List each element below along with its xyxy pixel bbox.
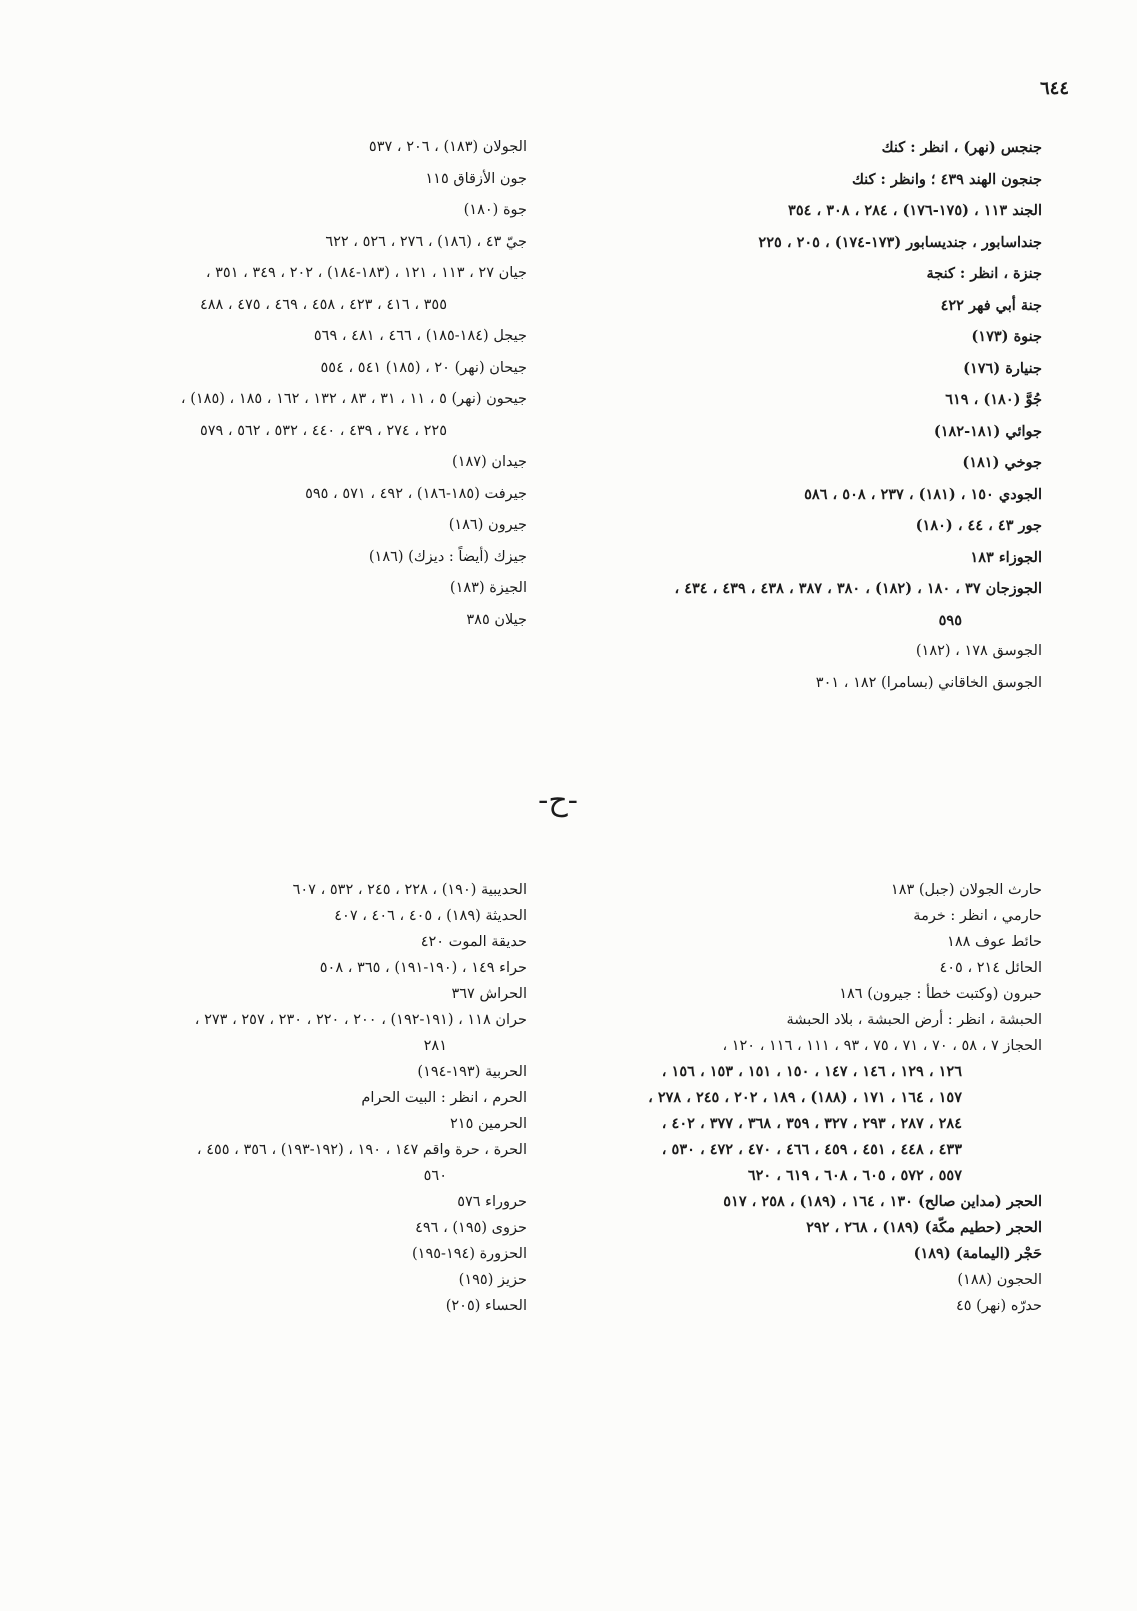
page-number: ٦٤٤ <box>1040 78 1070 99</box>
index-entry: الحراش ٣٦٧ <box>451 986 527 1002</box>
index-column-top-left <box>47 132 527 636</box>
index-entry: جوخي (١٨١) <box>962 454 1042 471</box>
index-entry: جُوَّ (١٨٠) ، ٦١٩ <box>945 391 1042 408</box>
index-entry: الحجر (مداين صالح) ١٣٠ ، ١٦٤ ، (١٨٩) ، ٢٥٨ ، ٥١٧ <box>723 1193 1042 1210</box>
index-entry-continuation: ٢٨٤ ، ٢٨٧ ، ٢٩٣ ، ٣٢٧ ، ٣٥٩ ، ٣٦٨ ، ٣٧٧ ، ٤٠٢ ، <box>661 1115 962 1132</box>
index-entry-continuation: ٢٨١ <box>423 1038 447 1054</box>
index-entry-continuation: ٤٣٣ ، ٤٤٨ ، ٤٥١ ، ٤٥٩ ، ٤٦٦ ، ٤٧٠ ، ٤٧٢ ، ٥٣٠ ، <box>661 1141 962 1158</box>
index-entry: جور ٤٣ ، ٤٤ ، (١٨٠) <box>915 517 1042 534</box>
index-entry: الجولان (١٨٣) ، ٢٠٦ ، ٥٣٧ <box>368 139 527 155</box>
index-entry: جيحان (نهر) ٢٠ ، (١٨٥) ٥٤١ ، ٥٥٤ <box>320 359 527 376</box>
index-entry: الحجون (١٨٨) <box>957 1272 1042 1288</box>
index-entry: جيرفت (١٨٥-١٨٦) ، ٤٩٢ ، ٥٧١ ، ٥٩٥ <box>305 485 527 502</box>
index-entry: جنجون الهند ٤٣٩ ؛ وانظر : كنك <box>851 170 1042 188</box>
index-entry: جيجل (١٨٤-١٨٥) ، ٤٦٦ ، ٤٨١ ، ٥٦٩ <box>313 328 527 344</box>
index-entry: جوة (١٨٠) <box>463 202 527 218</box>
index-entry: الحبشة ، انظر : أرض الحبشة ، بلاد الحبشة <box>786 1012 1042 1028</box>
index-entry: جنة أبي فهر ٤٢٢ <box>940 296 1042 314</box>
index-entry: جوائي (١٨١-١٨٢) <box>933 422 1042 440</box>
index-entry-continuation: ٢٢٥ ، ٢٧٤ ، ٤٣٩ ، ٤٤٠ ، ٥٣٢ ، ٥٦٢ ، ٥٧٩ <box>199 422 447 439</box>
index-entry-continuation: ٣٥٥ ، ٤١٦ ، ٤٢٣ ، ٤٥٨ ، ٤٦٩ ، ٤٧٥ ، ٤٨٨ <box>199 296 447 313</box>
index-entry: الحرمين ٢١٥ <box>450 1116 527 1132</box>
index-column-bottom-right <box>572 877 1042 1319</box>
index-entry: حارمي ، انظر : خرمة <box>913 908 1042 924</box>
index-entry: جنجس (نهر) ، انظر : كنك <box>881 139 1042 156</box>
index-entry: حروراء ٥٧٦ <box>457 1194 527 1210</box>
index-entry: الجند ١١٣ ، (١٧٥-١٧٦) ، ٢٨٤ ، ٣٠٨ ، ٣٥٤ <box>788 202 1042 219</box>
index-entry: جون الأزقاق ١١٥ <box>425 170 527 187</box>
index-entry: الحديبية (١٩٠) ، ٢٢٨ ، ٢٤٥ ، ٥٣٢ ، ٦٠٧ <box>292 882 527 898</box>
index-entry: جنزة ، انظر : كنجة <box>926 265 1042 282</box>
index-entry: حراء ١٤٩ ، (١٩٠-١٩١) ، ٣٦٥ ، ٥٠٨ <box>319 960 527 976</box>
index-entry: حدرّه (نهر) ٤٥ <box>955 1298 1042 1314</box>
index-entry: الحرة ، حرة واقم ١٤٧ ، ١٩٠ ، (١٩٢-١٩٣) ، ٣٥٦ ، ٤٥٥ ، <box>196 1142 527 1158</box>
index-entry: حَجْر (اليمامة) (١٨٩) <box>913 1245 1042 1262</box>
index-entry: حائط عوف ١٨٨ <box>947 934 1042 950</box>
index-entry: حزوى (١٩٥) ، ٤٩٦ <box>415 1220 527 1236</box>
index-entry-continuation: ٥٦٠ <box>423 1168 447 1184</box>
index-entry: حزيز (١٩٥) <box>458 1272 527 1288</box>
index-entry: الجوزجان ٣٧ ، ١٨٠ ، (١٨٢) ، ٣٨٠ ، ٣٨٧ ، ٤٣٨ ، ٤٣٩ ، ٤٣٤ ، <box>674 580 1042 597</box>
index-entry: الحديثة (١٨٩) ، ٤٠٥ ، ٤٠٦ ، ٤٠٧ <box>334 908 527 924</box>
index-entry: جيان ٢٧ ، ١١٣ ، ١٢١ ، (١٨٣-١٨٤) ، ٢٠٢ ، ٣٤٩ ، ٣٥١ ، <box>205 265 527 281</box>
index-entry: جنداسابور ، جنديسابور (١٧٣-١٧٤) ، ٢٠٥ ، ٢٢٥ <box>758 233 1042 251</box>
index-entry: جيدان (١٨٧) <box>452 454 527 470</box>
index-entry: الحجاز ٧ ، ٥٨ ، ٧٠ ، ٧١ ، ٧٥ ، ٩٣ ، ١١١ ، ١١٦ ، ١٢٠ ، <box>722 1038 1042 1054</box>
index-column-bottom-left <box>47 877 527 1319</box>
index-entry: جيلان ٣٨٥ <box>466 611 527 628</box>
index-entry: الحرم ، انظر : البيت الحرام <box>361 1090 527 1106</box>
index-entry: حديقة الموت ٤٢٠ <box>420 934 527 950</box>
index-entry: الحربية (١٩٣-١٩٤) <box>417 1064 527 1080</box>
index-entry: حبرون (وكتبت خطأ : جيرون) ١٨٦ <box>839 986 1042 1002</box>
index-entry: جيحون (نهر) ٥ ، ١١ ، ٣١ ، ٨٣ ، ١٣٢ ، ١٦٢ ، ١٨٥ ، (١٨٥) ، <box>180 391 527 407</box>
index-entry: الجوزاء ١٨٣ <box>970 548 1042 566</box>
index-entry-continuation: ٥٥٧ ، ٥٧٢ ، ٦٠٥ ، ٦٠٨ ، ٦١٩ ، ٦٢٠ <box>747 1167 962 1184</box>
index-entry-continuation: ١٥٧ ، ١٦٤ ، ١٧١ ، (١٨٨) ، ١٨٩ ، ٢٠٢ ، ٢٤٥ ، ٢٧٨ ، <box>648 1089 962 1106</box>
index-entry: الحزورة (١٩٤-١٩٥) <box>411 1246 527 1262</box>
index-column-top-right <box>572 132 1042 699</box>
index-entry: جيزك (أيضاً : ديزك) (١٨٦) <box>368 548 527 565</box>
index-entry-continuation: ١٢٦ ، ١٢٩ ، ١٤٦ ، ١٤٧ ، ١٥٠ ، ١٥١ ، ١٥٣ ، ١٥٦ ، <box>661 1063 962 1080</box>
index-entry: الحجر (حطيم مكّة) (١٨٩) ، ٢٦٨ ، ٢٩٢ <box>806 1219 1042 1236</box>
index-entry: جنوة (١٧٣) <box>971 328 1042 345</box>
section-heading-letter: -ح- <box>538 783 578 818</box>
index-entry: الجودي ١٥٠ ، (١٨١) ، ٢٣٧ ، ٥٠٨ ، ٥٨٦ <box>804 485 1042 503</box>
index-entry: الجوسق ١٧٨ ، (١٨٢) <box>915 643 1042 659</box>
index-entry: الجيزة (١٨٣) <box>449 580 527 596</box>
index-entry: حران ١١٨ ، (١٩١-١٩٢) ، ٢٠٠ ، ٢٢٠ ، ٢٣٠ ، ٢٥٧ ، ٢٧٣ ، <box>194 1012 527 1028</box>
index-entry: جنيارة (١٧٦) <box>963 359 1042 377</box>
index-entry: حارث الجولان (جبل) ١٨٣ <box>890 882 1042 898</box>
index-entry: الحساء (٢٠٥) <box>445 1298 527 1314</box>
index-entry: جيّ ٤٣ ، (١٨٦) ، ٢٧٦ ، ٥٢٦ ، ٦٢٢ <box>325 233 527 250</box>
index-entry-continuation: ٥٩٥ <box>938 611 962 629</box>
index-entry: جيرون (١٨٦) <box>448 517 527 533</box>
index-entry: الجوسق الخاقاني (بسامرا) ١٨٢ ، ٣٠١ <box>815 674 1042 691</box>
index-entry: الحائل ٢١٤ ، ٤٠٥ <box>939 960 1042 976</box>
